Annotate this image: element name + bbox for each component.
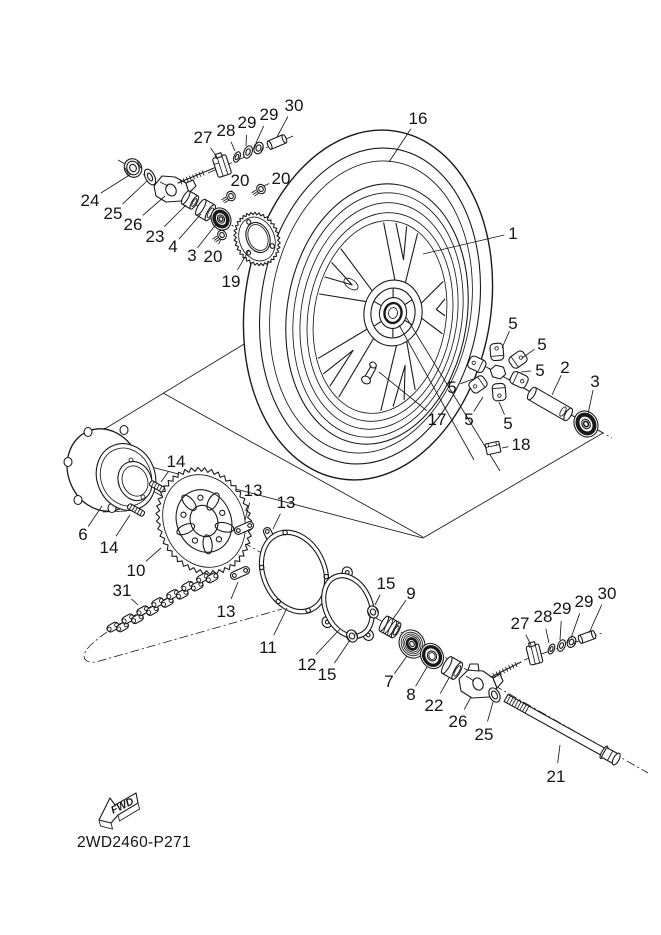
callout-leader [440,678,449,694]
callout-label: 3 [590,372,600,391]
callout-leader [334,640,350,663]
callout-leader [231,142,235,151]
callout-leader [277,117,288,138]
callout-label: 1 [508,224,518,243]
callout-label: 29 [237,113,257,132]
clutch-hub-6 [55,418,166,523]
adjuster-block-27-bottom [525,641,543,665]
callout-label: 14 [99,538,119,557]
callout-leader [393,600,406,619]
callout-leader [558,745,560,763]
callout-label: 5 [464,410,474,429]
callout-label: 15 [317,665,337,684]
washer-29-bottom [556,639,567,653]
callout-label: 23 [145,227,165,246]
callout-leader [161,472,168,482]
diagram-code: 2WD2460-P271 [77,834,191,851]
callout-label: 20 [203,247,223,266]
callout-label: 14 [166,452,186,471]
callout-leader [464,697,471,710]
callout-label: 6 [78,525,88,544]
callout-leader [164,205,186,227]
callout-label: 13 [243,481,263,500]
bolt-20-c [252,183,267,196]
axle-21 [503,692,622,767]
callout-leader [143,196,165,215]
callout-label: 25 [474,725,494,744]
callout-label: 17 [427,410,447,429]
callout-leader [246,135,247,146]
nipple-18 [485,441,501,455]
callout-leader [546,629,549,643]
damper-lobe-5 [492,383,506,401]
callout-label: 5 [503,414,513,433]
callout-leader [211,148,218,157]
callout-leader [256,126,264,143]
callout-leader [274,608,287,635]
collar-2 [526,386,575,422]
fwd-arrow [99,793,140,829]
axle-nut-24 [121,156,145,181]
callout-leader [273,514,280,529]
callout-leader [264,184,269,187]
callout-label: 31 [112,581,132,600]
callout-leader [502,447,508,448]
callout-label: 30 [284,96,304,115]
callout-label: 18 [511,435,531,454]
callout-leader [394,656,407,674]
nut-29-top [252,141,265,155]
callout-label: 3 [187,246,197,265]
callout-leader [179,214,201,239]
fwd-arrow-label: FWD [109,795,136,817]
callout-label: 16 [408,109,428,128]
callout-leader [101,174,131,193]
adjuster-screw-bottom [491,662,521,678]
adjuster-block-27-top [211,151,231,177]
callout-label: 21 [546,767,566,786]
callout-label: 24 [80,191,100,210]
callout-label: 27 [193,128,213,147]
callout-leader [588,390,593,414]
callout-label: 5 [447,378,457,397]
callout-label: 10 [126,561,146,580]
washer-28-bottom [547,643,556,655]
callout-leader [416,667,427,686]
callout-label: 7 [384,672,394,691]
callout-leader [474,397,483,411]
callout-leader [560,621,561,640]
callout-label: 22 [424,696,444,715]
callout-label: 11 [259,638,277,657]
callout-leader [552,375,561,395]
callout-label: 5 [537,335,547,354]
collar-30-bottom [577,630,596,644]
callout-label: 9 [406,584,416,603]
callout-leader [521,371,531,372]
bolt-20-b [222,190,237,203]
callout-leader [375,595,380,605]
callout-label: 26 [448,712,468,731]
callout-label: 20 [230,171,250,190]
callout-leader [123,181,148,204]
callout-label: 13 [276,493,296,512]
damper-lobe-5 [507,349,528,369]
callout-label: 25 [103,204,123,223]
callout-label: 28 [216,121,236,140]
damper-lobe-5 [509,370,530,389]
callout-leader [488,702,494,722]
callout-leader [571,613,580,638]
callout-leader [499,402,505,415]
callout-label: 15 [376,574,396,593]
callout-label: 13 [216,602,236,621]
callout-leader [316,629,340,655]
callout-label: 5 [508,314,518,333]
washer-28-top [232,151,242,163]
damper-lobe-5 [490,343,504,361]
callout-label: 29 [574,592,594,611]
callout-label: 28 [533,607,553,626]
callout-label: 4 [168,237,178,256]
callout-label: 29 [552,599,572,618]
link-13-c [229,565,250,580]
callout-leader [116,515,130,536]
collar-9 [377,615,402,639]
callout-label: 30 [597,584,617,603]
callout-label: 5 [535,361,545,380]
callout-label: 12 [297,655,317,674]
callout-label: 8 [406,685,416,704]
callout-label: 26 [123,215,143,234]
callout-label: 20 [271,169,291,188]
callout-leader [132,599,139,605]
callout-leader [502,331,509,348]
callout-label: 2 [560,358,570,377]
callout-leader [231,582,238,599]
callout-leader [146,548,161,561]
callout-label: 19 [221,272,241,291]
callout-leader [198,223,218,248]
callout-label: 27 [510,614,530,633]
rear-wheel-16 [216,112,517,498]
callout-label: 29 [259,105,279,124]
